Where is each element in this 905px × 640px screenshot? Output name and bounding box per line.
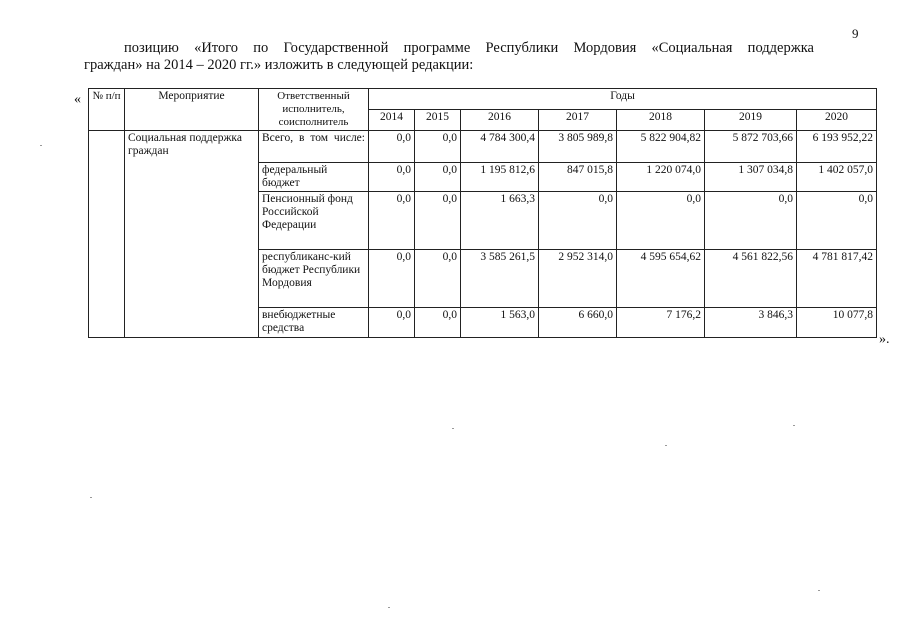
cell-value: 0,0: [415, 250, 461, 308]
cell-value: 0,0: [369, 131, 415, 163]
cell-value: 3 805 989,8: [539, 131, 617, 163]
header-event: Мероприятие: [125, 89, 259, 131]
cell-value: 1 220 074,0: [617, 163, 705, 192]
scan-speck: [40, 145, 42, 146]
cell-value: 0,0: [797, 192, 877, 250]
header-year: 2016: [461, 110, 539, 131]
opening-quote: «: [74, 92, 81, 107]
scan-speck: [818, 590, 820, 591]
header-years-group: Годы: [369, 89, 877, 110]
header-year: 2020: [797, 110, 877, 131]
cell-value: 0,0: [369, 250, 415, 308]
cell-executor: Пенсионный фонд Российской Федерации: [259, 192, 369, 250]
header-executor: Ответственный исполнитель, соисполнитель: [259, 89, 369, 131]
cell-num: [89, 131, 125, 338]
cell-value: 0,0: [617, 192, 705, 250]
cell-value: 6 193 952,22: [797, 131, 877, 163]
cell-value: 4 781 817,42: [797, 250, 877, 308]
program-funding-table: [88, 88, 877, 338]
cell-value: 3 585 261,5: [461, 250, 539, 308]
cell-value: 1 195 812,6: [461, 163, 539, 192]
cell-value: 1 563,0: [461, 308, 539, 338]
cell-value: 1 663,3: [461, 192, 539, 250]
cell-value: 10 077,8: [797, 308, 877, 338]
intro-paragraph: [84, 40, 814, 74]
intro-line-1: позицию «Итого по Государственной программе Республики Мордовия «Социальная поддержка: [124, 40, 814, 56]
scan-speck: [793, 425, 795, 426]
header-year: 2015: [415, 110, 461, 131]
cell-value: 0,0: [369, 192, 415, 250]
header-year: 2014: [369, 110, 415, 131]
cell-value: 0,0: [415, 131, 461, 163]
cell-value: 1 307 034,8: [705, 163, 797, 192]
scan-speck: [90, 497, 92, 498]
cell-value: 0,0: [539, 192, 617, 250]
cell-value: 6 660,0: [539, 308, 617, 338]
header-year: 2018: [617, 110, 705, 131]
cell-value: 1 402 057,0: [797, 163, 877, 192]
cell-value: 5 822 904,82: [617, 131, 705, 163]
cell-value: 3 846,3: [705, 308, 797, 338]
header-num: № п/п: [89, 89, 125, 131]
cell-executor: республиканс-кий бюджет Республики Мордовия: [259, 250, 369, 308]
cell-value: 847 015,8: [539, 163, 617, 192]
cell-executor: внебюджетные средства: [259, 308, 369, 338]
cell-value: 4 595 654,62: [617, 250, 705, 308]
header-year: 2017: [539, 110, 617, 131]
cell-value: 2 952 314,0: [539, 250, 617, 308]
cell-executor: федеральный бюджет: [259, 163, 369, 192]
cell-event: Социальная поддержка граждан: [125, 131, 259, 338]
table-row: [89, 131, 877, 163]
cell-value: 4 561 822,56: [705, 250, 797, 308]
cell-value: 0,0: [369, 163, 415, 192]
cell-value: 0,0: [415, 163, 461, 192]
page-number: 9: [852, 26, 859, 41]
header-row-1: [89, 89, 877, 110]
intro-line-2: граждан» на 2014 – 2020 гг.» изложить в следующей редакции:: [84, 57, 474, 73]
scan-speck: [388, 607, 390, 608]
header-year: 2019: [705, 110, 797, 131]
closing-quote: ».: [879, 332, 890, 347]
cell-value: 0,0: [415, 308, 461, 338]
scan-speck: [665, 445, 667, 446]
cell-value: 7 176,2: [617, 308, 705, 338]
cell-value: 0,0: [415, 192, 461, 250]
scan-speck: [452, 428, 454, 429]
cell-value: 0,0: [369, 308, 415, 338]
cell-executor: Всего, в том числе:: [259, 131, 369, 163]
cell-value: 0,0: [705, 192, 797, 250]
cell-value: 4 784 300,4: [461, 131, 539, 163]
cell-value: 5 872 703,66: [705, 131, 797, 163]
